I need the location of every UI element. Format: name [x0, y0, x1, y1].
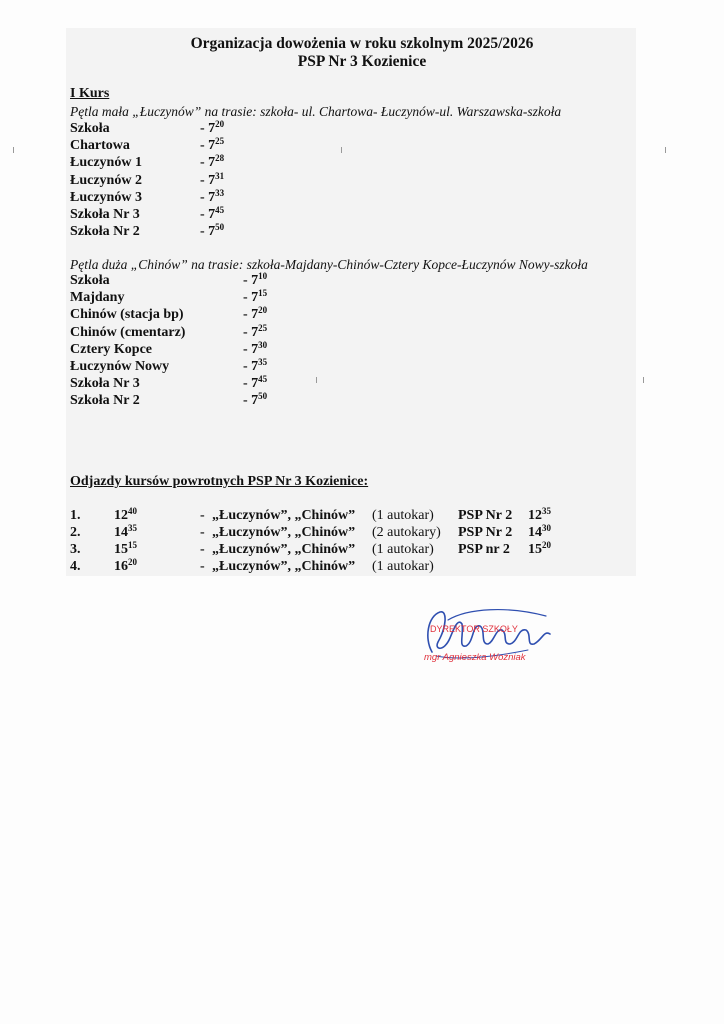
connecting-time: $12^{35}$	[528, 506, 551, 523]
stop-time	[200, 155, 224, 171]
stop-time-hour: - 7	[243, 273, 259, 288]
trip-bus-count: (1 autokar)	[372, 559, 434, 574]
stop-name: Chinów (cmentarz)	[70, 324, 186, 340]
return-trips-heading: Odjazdy kursów powrotnych PSP Nr 3 Kozienice:	[70, 474, 369, 489]
scan-mark	[665, 147, 666, 153]
return-trip-row	[70, 542, 590, 559]
stop-row	[70, 393, 370, 410]
stop-name: Majdany	[70, 290, 125, 306]
stop-time-minute: 25	[258, 322, 268, 333]
connecting-time: $15^{20}$	[528, 540, 551, 557]
stop-time-hour: - 7	[243, 376, 259, 392]
stop-time-hour: - 7	[243, 393, 259, 409]
stop-row	[70, 339, 370, 359]
stop-time	[200, 187, 225, 206]
stop-time	[243, 393, 267, 409]
stop-time-hour: - 7	[243, 359, 259, 374]
small-loop-description: Pętla mała „Łuczynów” na trasie: szkoła- ul. Chartowa- Łuczynów-ul. Warszawska-szkoła	[70, 104, 562, 119]
stop-time	[200, 170, 225, 189]
stop-time	[200, 207, 224, 223]
connecting-school: PSP Nr 2	[458, 508, 513, 523]
trip-dash: -	[200, 559, 205, 574]
stop-time-minute: 35	[258, 357, 268, 367]
stop-time-hour: - 7	[200, 172, 216, 188]
trip-time-minute: 40	[128, 506, 137, 516]
stop-time	[200, 224, 224, 240]
connecting-time-minute: 20	[542, 540, 551, 550]
stop-time	[243, 376, 267, 392]
stop-name: Szkoła	[70, 273, 110, 288]
stop-time-minute: 25	[215, 136, 225, 147]
stop-name: Łuczynów 1	[70, 155, 142, 171]
stop-time-hour: - 7	[243, 324, 259, 340]
stop-row	[70, 376, 370, 393]
stop-time-minute: 20	[258, 305, 268, 316]
stop-name: Szkoła Nr 2	[70, 224, 140, 240]
stop-time-minute: 50	[258, 391, 268, 402]
stop-row	[70, 224, 370, 241]
stop-time-hour: - 7	[200, 207, 216, 222]
stop-time	[200, 121, 224, 137]
scan-mark	[643, 377, 644, 383]
trip-time: $16^{20}$	[114, 557, 137, 574]
stop-row	[70, 307, 370, 324]
connecting-time-minute: 35	[542, 506, 551, 516]
trip-dash: -	[200, 525, 205, 540]
trip-time: $15^{15}$	[114, 540, 137, 557]
stop-name: Szkoła Nr 3	[70, 376, 140, 392]
trip-time: $12^{40}$	[114, 506, 137, 523]
stop-time-hour: - 7	[200, 121, 216, 136]
stop-name: Łuczynów 2	[70, 172, 142, 188]
trip-time-minute: 20	[128, 557, 137, 567]
trip-dash: -	[200, 542, 205, 557]
stop-time-minute: 31	[215, 170, 225, 181]
stop-row	[70, 359, 370, 376]
return-trip-row	[70, 559, 590, 576]
return-trip-row	[70, 525, 590, 542]
stop-time	[243, 290, 267, 306]
stop-time	[243, 322, 268, 341]
stop-time-minute: 33	[215, 187, 225, 198]
trip-number: 3.	[70, 542, 81, 557]
stop-time-minute: 50	[215, 222, 225, 233]
connecting-school: PSP Nr 2	[458, 525, 513, 540]
stop-time-minute: 28	[215, 153, 225, 164]
stop-time	[243, 359, 267, 375]
stop-time-minute: 30	[258, 339, 268, 350]
stop-time-hour: - 7	[200, 155, 216, 171]
stop-row	[70, 322, 370, 342]
connecting-school: PSP nr 2	[458, 542, 510, 557]
trip-routes: „Łuczynów”, „Chinów”	[212, 559, 356, 574]
stop-time-minute: 45	[215, 205, 225, 215]
stop-time-hour: - 7	[243, 341, 259, 357]
stop-time-hour: - 7	[200, 189, 216, 205]
return-trip-row	[70, 508, 590, 525]
trip-routes: „Łuczynów”, „Chinów”	[212, 525, 356, 540]
document-subtitle: PSP Nr 3 Kozienice	[297, 53, 427, 70]
stop-time-hour: - 7	[243, 290, 259, 306]
stop-name: Cztery Kopce	[70, 341, 153, 357]
stop-time-minute: 20	[215, 119, 225, 129]
stamp-name: mgr Agnieszka Woźniak	[424, 652, 526, 663]
trip-bus-count: (1 autokar)	[372, 508, 434, 523]
stop-row	[70, 273, 370, 290]
stop-time-hour: - 7	[200, 224, 216, 240]
stop-time-hour: - 7	[200, 138, 216, 154]
connecting-time-minute: 30	[542, 523, 551, 533]
stop-time	[243, 273, 267, 289]
course-label: I Kurs	[70, 86, 110, 101]
stop-name: Łuczynów 3	[70, 189, 142, 205]
stop-name: Łuczynów Nowy	[70, 359, 170, 374]
stop-time-minute: 45	[258, 374, 268, 385]
trip-routes: „Łuczynów”, „Chinów”	[212, 542, 356, 557]
trip-bus-count: (2 autokary)	[372, 525, 441, 540]
director-signature-stamp	[418, 598, 564, 672]
trip-time-minute: 35	[128, 523, 137, 533]
connecting-time: $14^{30}$	[528, 523, 551, 540]
stop-name: Szkoła Nr 3	[70, 207, 140, 222]
trip-number: 2.	[70, 525, 81, 540]
trip-number: 1.	[70, 508, 81, 523]
stop-time-minute: 10	[258, 271, 268, 281]
stop-time-hour: - 7	[243, 307, 259, 323]
stop-time	[243, 307, 267, 323]
stop-name: Szkoła	[70, 121, 110, 136]
trip-bus-count: (1 autokar)	[372, 542, 434, 557]
trip-routes: „Łuczynów”, „Chinów”	[212, 508, 356, 523]
stop-row	[70, 290, 370, 307]
trip-time: $14^{35}$	[114, 523, 137, 540]
stop-time	[243, 339, 268, 358]
scan-mark	[13, 147, 14, 153]
trip-number: 4.	[70, 559, 81, 574]
stop-time-minute: 15	[258, 288, 268, 299]
stamp-title: DYREKTOR SZKOŁY	[430, 624, 518, 634]
stop-name: Chartowa	[70, 138, 130, 154]
big-loop-description: Pętla duża „Chinów” na trasie: szkoła-Majdany-Chinów-Cztery Kopce-Łuczynów Nowy-szkoła	[70, 257, 588, 272]
trip-time-minute: 15	[128, 540, 137, 550]
stop-time	[200, 138, 224, 154]
trip-dash: -	[200, 508, 205, 523]
document-title: Organizacja dowożenia w roku szkolnym 2025/2026	[190, 35, 534, 52]
stop-name: Chinów (stacja bp)	[70, 307, 184, 323]
stop-name: Szkoła Nr 2	[70, 393, 140, 409]
